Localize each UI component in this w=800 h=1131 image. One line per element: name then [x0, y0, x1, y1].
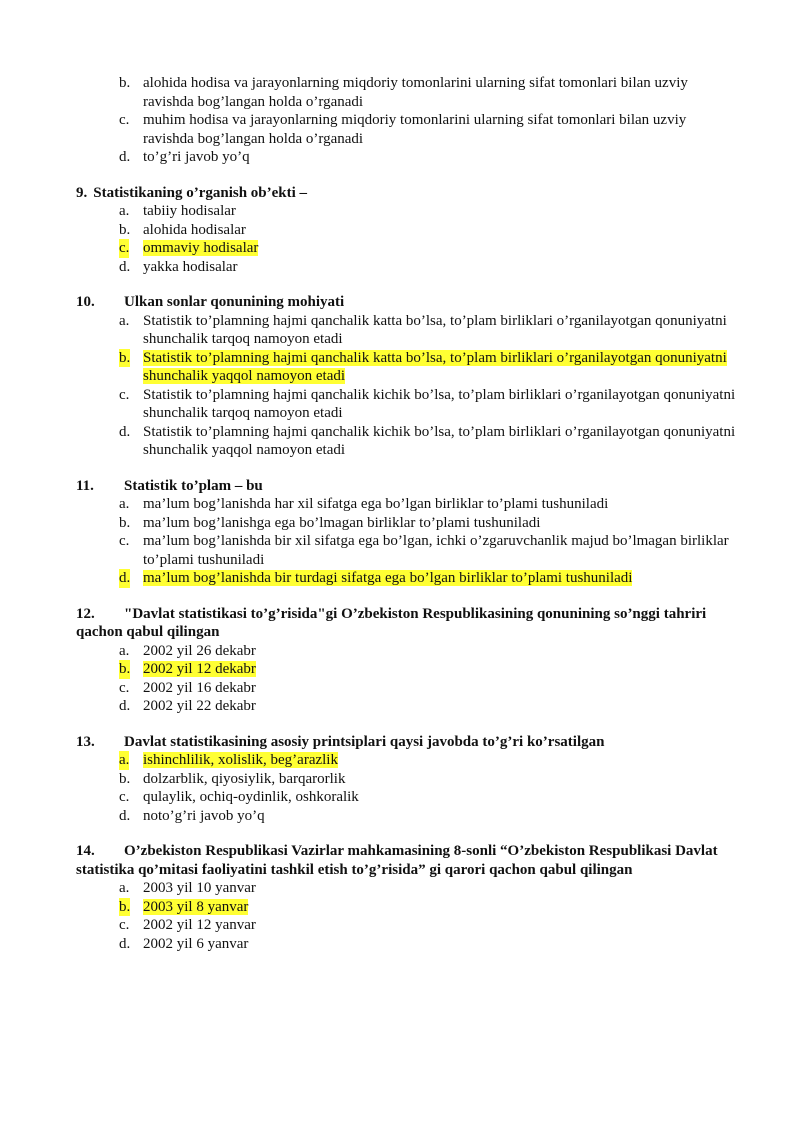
option-letter: d. — [119, 698, 131, 714]
option-item-correct — [0, 898, 800, 917]
question-number: 11. — [76, 477, 94, 494]
option-text: qulaylik, ochiq-oydinlik, oshkoralik — [143, 789, 359, 805]
option-item — [0, 221, 800, 240]
option-item — [0, 148, 800, 167]
option-letter: c. — [119, 917, 130, 933]
question-block — [0, 842, 800, 953]
question-title — [0, 184, 800, 203]
option-text: Statistik to’plamning hajmi qanchalik kichik bo’lsa, to’plam birliklari o’rganilayotgan qonuniyatni shunchalik yaqqol namoyon etadi — [143, 423, 736, 458]
option-letter: b. — [119, 770, 131, 787]
option-letter: d. — [119, 423, 131, 440]
option-text: alohida hodisalar — [143, 221, 246, 238]
option-letter: c. — [119, 112, 130, 128]
question-text: Statistik to’plam – bu — [124, 477, 263, 494]
option-letter: d. — [119, 935, 131, 952]
option-item — [0, 916, 800, 935]
question-number: 10. — [76, 294, 95, 310]
question-block — [0, 477, 800, 588]
option-letter: c. — [119, 386, 130, 403]
question-number: 14. — [76, 843, 95, 859]
option-text: noto’g’ri javob yo’q — [143, 807, 265, 824]
option-letter: b. — [119, 898, 131, 915]
option-item — [0, 202, 800, 221]
option-item — [0, 679, 800, 698]
option-item-correct — [0, 569, 800, 588]
option-letter: d. — [119, 570, 131, 586]
option-text: dolzarblik, qiyosiylik, barqarorlik — [143, 770, 346, 787]
option-letter: b. — [119, 349, 131, 366]
question-block — [0, 293, 800, 460]
question-block — [0, 184, 800, 277]
option-letter: d. — [119, 258, 131, 275]
option-text: 2002 yil 12 yanvar — [143, 917, 256, 933]
option-letter: b. — [119, 221, 131, 238]
option-text: ma’lum bog’lanishga ega bo’lmagan birliklar to’plami tushuniladi — [143, 514, 541, 531]
question-number: 9. — [76, 184, 88, 201]
option-item — [0, 111, 800, 148]
question-text: Ulkan sonlar qonunining mohiyati — [124, 294, 345, 310]
option-text: ma’lum bog’lanishda bir xil sifatga ega bo’lgan, ichki o’zgaruvchanlik majud bo’lmagan birliklar to’plami tushuniladi — [143, 533, 729, 568]
question-title — [0, 477, 800, 496]
option-text: 2002 yil 6 yanvar — [143, 935, 249, 952]
option-item-correct — [0, 660, 800, 679]
option-letter: a. — [119, 752, 130, 768]
option-text: 2002 yil 26 dekabr — [143, 642, 256, 659]
option-text-highlighted: ishinchlilik, xolislik, beg’arazlik — [143, 752, 338, 768]
question-title — [0, 293, 800, 312]
option-text-highlighted: ommaviy hodisalar — [143, 240, 259, 256]
option-item — [0, 258, 800, 277]
option-item-correct — [0, 349, 800, 386]
option-item — [0, 879, 800, 898]
option-item — [0, 312, 800, 349]
option-item — [0, 697, 800, 716]
option-text-highlighted: Statistik to’plamning hajmi qanchalik katta bo’lsa, to’plam birliklari o’rganilayotgan qonuniyatni shunchalik yaqqol namoyon etadi — [143, 349, 727, 384]
question-title — [0, 733, 800, 752]
question-text: O’zbekiston Respublikasi Vazirlar mahkamasining 8-sonli “O’zbekiston Respublikasi Davlat statistika qo’mitasi faoliyatini tashkil etish to’g’risida” gi qarori qachon qabul qilingan — [76, 843, 718, 878]
option-text-highlighted: ma’lum bog’lanishda bir turdagi sifatga ega bo’lgan birliklar to’plami tushuniladi — [143, 570, 633, 586]
option-item — [0, 514, 800, 533]
question-text: "Davlat statistikasi to’g’risida"gi O’zbekiston Respublikasining qonunining so’nggi tahriri qachon qabul qilingan — [76, 605, 707, 640]
option-letter: b. — [119, 514, 131, 531]
option-letter: d. — [119, 807, 131, 824]
question-number: 13. — [76, 733, 95, 750]
option-letter: a. — [119, 203, 130, 219]
question-text: Davlat statistikasining asosiy printsiplari qaysi javobda to’g’ri ko’rsatilgan — [124, 733, 605, 750]
option-text: Statistik to’plamning hajmi qanchalik katta bo’lsa, to’plam birliklari o’rganilayotgan qonuniyatni shunchalik tarqoq namoyon etadi — [143, 312, 727, 347]
option-letter: b. — [119, 661, 131, 677]
option-text: Statistik to’plamning hajmi qanchalik kichik bo’lsa, to’plam birliklari o’rganilayotgan qonuniyatni shunchalik tarqoq namoyon etadi — [143, 386, 736, 421]
option-item — [0, 532, 800, 569]
option-letter: a. — [119, 880, 130, 896]
option-letter: a. — [119, 642, 130, 659]
question-number: 12. — [76, 605, 95, 622]
option-text-highlighted: 2002 yil 12 dekabr — [143, 661, 256, 677]
question-block — [0, 605, 800, 716]
option-item — [0, 74, 800, 111]
option-text-highlighted: 2003 yil 8 yanvar — [143, 898, 249, 915]
option-letter: c. — [119, 789, 130, 805]
question-block — [0, 733, 800, 826]
option-letter: a. — [119, 312, 130, 329]
intro-options — [0, 74, 800, 167]
option-item-correct — [0, 239, 800, 258]
question-title — [0, 605, 800, 642]
option-text: tabiiy hodisalar — [143, 203, 236, 219]
option-text: 2002 yil 22 dekabr — [143, 698, 256, 714]
question-title — [0, 842, 800, 879]
option-item — [0, 788, 800, 807]
option-text: 2003 yil 10 yanvar — [143, 880, 256, 896]
option-letter: c. — [119, 679, 130, 696]
option-text: to’g’ri javob yo’q — [143, 149, 250, 165]
option-text: yakka hodisalar — [143, 258, 238, 275]
option-text: 2002 yil 16 dekabr — [143, 679, 256, 696]
option-letter: d. — [119, 149, 131, 165]
option-item — [0, 386, 800, 423]
option-item — [0, 770, 800, 789]
option-letter: b. — [119, 75, 131, 91]
question-text: Statistikaning o’rganish ob’ekti – — [93, 184, 308, 201]
option-letter: c. — [119, 240, 130, 256]
option-item-correct — [0, 751, 800, 770]
option-item — [0, 423, 800, 460]
option-item — [0, 495, 800, 514]
option-text: ma’lum bog’lanishda har xil sifatga ega bo’lgan birliklar to’plami tushuniladi — [143, 496, 609, 512]
option-item — [0, 935, 800, 954]
option-letter: c. — [119, 533, 130, 549]
option-text: alohida hodisa va jarayonlarning miqdoriy tomonlarini ularning sifat tomonlari bilan uzviy ravishda bog’langan holda o’rganadi — [143, 75, 688, 110]
option-item — [0, 807, 800, 826]
option-letter: a. — [119, 496, 130, 512]
option-item — [0, 642, 800, 661]
option-text: muhim hodisa va jarayonlarning miqdoriy tomonlarini ularning sifat tomonlari bilan uzviy ravishda bog’langan holda o’rganadi — [143, 112, 687, 147]
document-page — [0, 74, 800, 953]
